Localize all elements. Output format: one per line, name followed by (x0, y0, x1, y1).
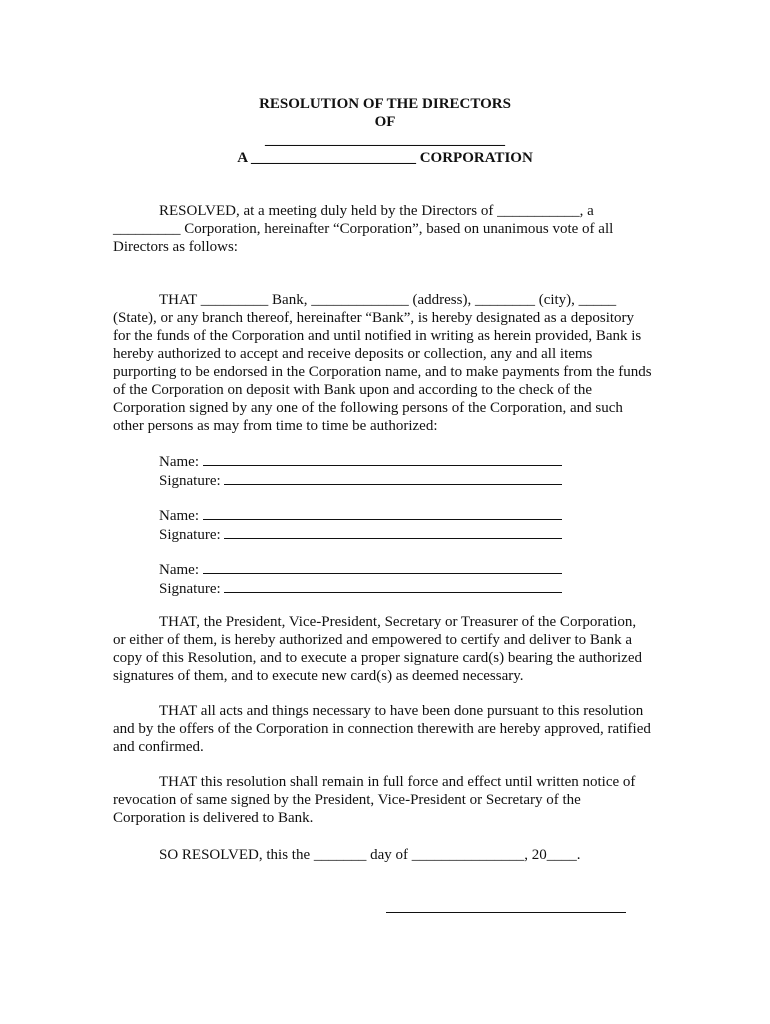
signature-label: Signature: (159, 527, 221, 543)
name-label: Name: (159, 454, 199, 470)
name-label: Name: (159, 508, 199, 524)
resolved-paragraph (113, 202, 661, 256)
bank-paragraph-line: other persons as may from time to time be authorized: (113, 418, 438, 434)
so-resolved-paragraph (113, 846, 661, 864)
bank-paragraph-line: Corporation signed by any one of the following persons of the Corporation, and such (113, 400, 623, 416)
ratification-line: and confirmed. (113, 739, 204, 755)
ratification-paragraph (113, 702, 661, 756)
duration-paragraph (113, 773, 661, 827)
signature-row (159, 471, 579, 490)
signature-line-field[interactable] (224, 579, 562, 593)
resolved-line: _________ Corporation, hereinafter “Corporation”, based on unanimous vote of all (113, 221, 614, 237)
officers-authorization-paragraph (113, 613, 661, 685)
signature-label: Signature: (159, 581, 221, 597)
secretary-signature-line[interactable] (386, 912, 626, 913)
name-row (159, 560, 579, 579)
bank-paragraph-line: hereby authorized to accept and receive deposits or collection, any and all items (113, 346, 593, 362)
name-row (159, 506, 579, 525)
bank-paragraph-line: for the funds of the Corporation and until notified in writing as herein provided, Bank is (113, 328, 642, 344)
corporation-name-blank: ________________________________ (265, 132, 505, 148)
officers-paragraph-line: copy of this Resolution, and to execute a proper signature card(s) bearing the authorized (113, 650, 642, 666)
officers-paragraph-line: signatures of them, and to execute new card(s) as deemed necessary. (113, 668, 524, 684)
name-line-field[interactable] (203, 452, 562, 466)
duration-line: THAT this resolution shall remain in full force and effect until written notice of (159, 774, 636, 790)
name-line-field[interactable] (203, 560, 562, 574)
document-title-of: OF (374, 114, 396, 130)
bank-paragraph-line: (State), or any branch thereof, hereinafter “Bank”, is hereby designated as a depository (113, 310, 635, 326)
so-resolved-line: SO RESOLVED, this the _______ day of _______________, 20____. (159, 847, 581, 863)
signatory-block (159, 506, 579, 544)
signature-row (159, 579, 579, 598)
signatory-block (159, 560, 579, 598)
signature-row (159, 525, 579, 544)
duration-line: revocation of same signed by the President, Vice-President or Secretary of the (113, 792, 581, 808)
name-row (159, 452, 579, 471)
signatory-block (159, 452, 579, 490)
name-line-field[interactable] (203, 506, 562, 520)
ratification-line: THAT all acts and things necessary to have been done pursuant to this resolution (159, 703, 644, 719)
resolved-line: Directors as follows: (113, 239, 238, 255)
officers-paragraph-line: or either of them, is hereby authorized and empowered to certify and deliver to Bank a (113, 632, 632, 648)
ratification-line: and by the offers of the Corporation in connection therewith are hereby approved, ratified (113, 721, 651, 737)
officers-paragraph-line: THAT, the President, Vice-President, Secretary or Treasurer of the Corporation, (159, 614, 637, 630)
bank-paragraph-line: of the Corporation on deposit with Bank upon and according to the check of the (113, 382, 593, 398)
name-label: Name: (159, 562, 199, 578)
bank-designation-paragraph (113, 291, 661, 435)
signature-line-field[interactable] (224, 525, 562, 539)
bank-paragraph-line: purporting to be endorsed in the Corporation name, and to make payments from the funds (113, 364, 652, 380)
corporation-type-line: A ______________________ CORPORATION (237, 150, 533, 166)
document-title: RESOLUTION OF THE DIRECTORS (259, 96, 511, 112)
signature-label: Signature: (159, 473, 221, 489)
bank-paragraph-line: THAT _________ Bank, _____________ (address), ________ (city), _____ (159, 292, 617, 308)
duration-line: Corporation is delivered to Bank. (113, 810, 314, 826)
resolved-line: RESOLVED, at a meeting duly held by the Directors of ___________, a (159, 203, 594, 219)
signature-line-field[interactable] (224, 471, 562, 485)
